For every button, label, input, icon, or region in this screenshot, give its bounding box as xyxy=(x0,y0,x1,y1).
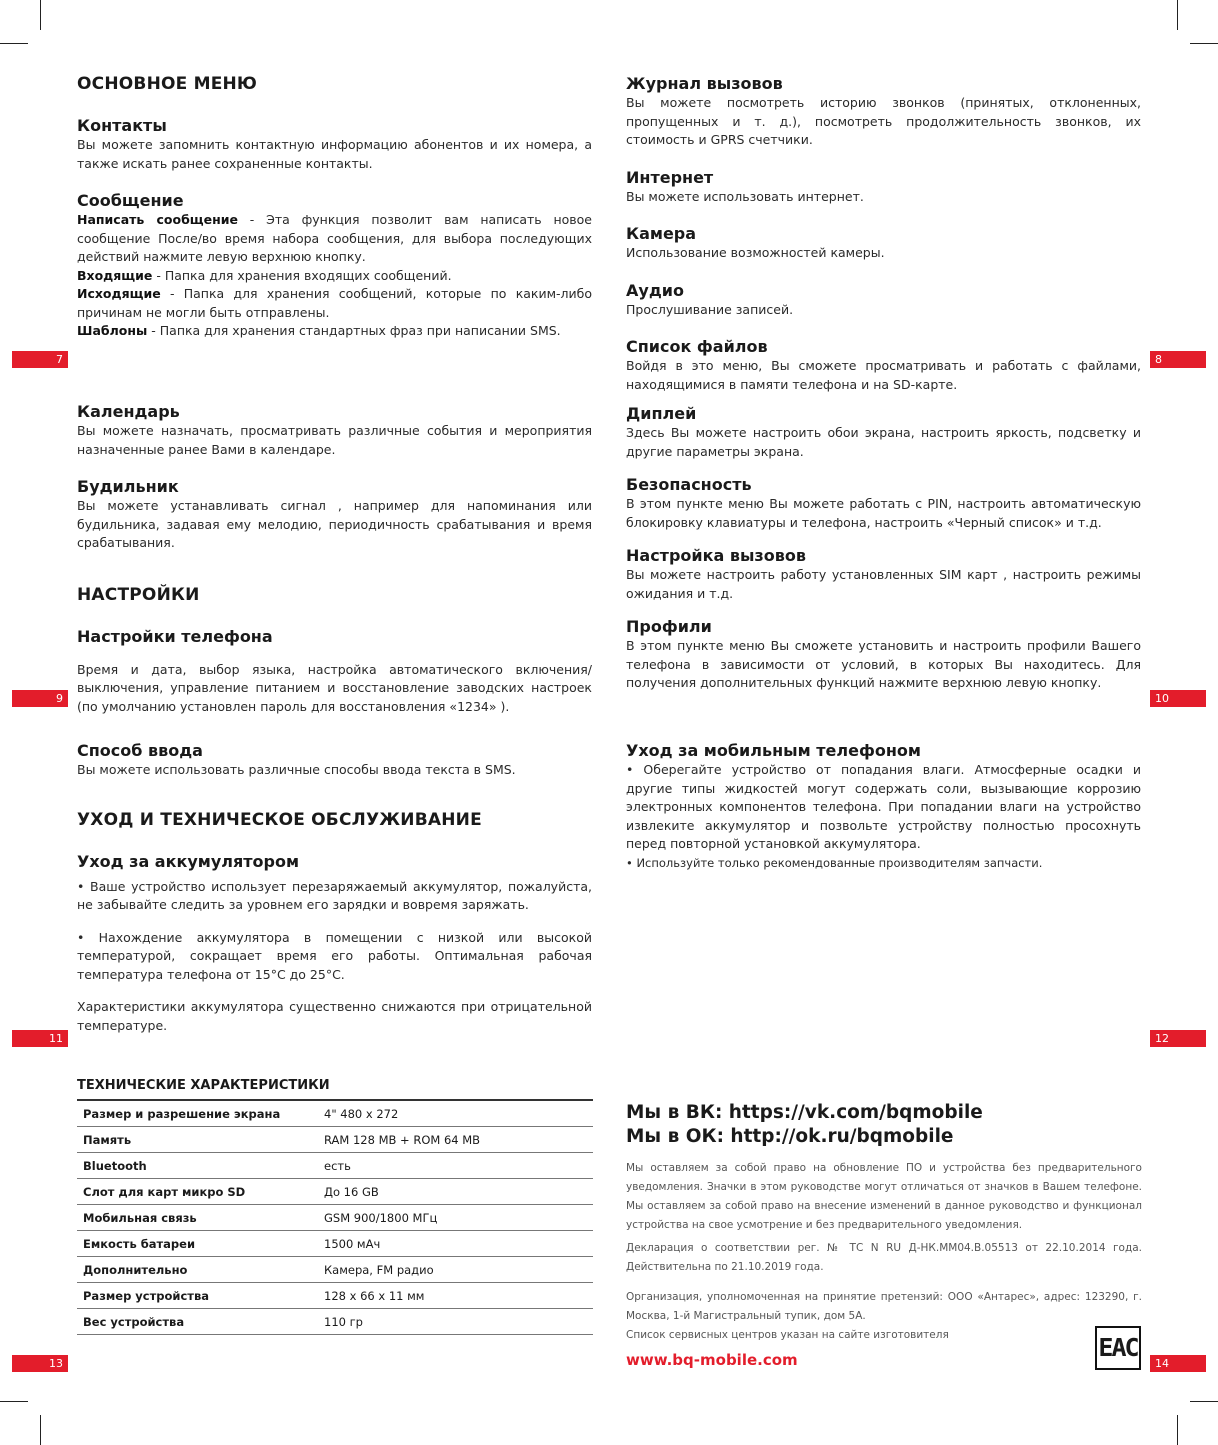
section-title: Аудио xyxy=(626,280,684,300)
crop-mark xyxy=(1190,43,1218,44)
specs-table xyxy=(77,1099,593,1335)
section-title: Диплей xyxy=(626,404,697,423)
input-text: Вы можете использовать различные способы ввода текста в SMS. xyxy=(77,762,516,777)
spec-key: Bluetooth xyxy=(77,1153,318,1179)
page-11 xyxy=(77,741,592,1035)
phone-care-text: • Оберегайте устройство от попадания влаги. Атмосферные осадки и другие типы жидкостей могут содержать соли, вызывающие коррозию электронных компонентов телефона. При попадании влаги на устройство извлеките аккумулятор и позвольте устройству полностью просохнуть перед повторной установкой аккумулятора. xyxy=(626,762,1141,851)
table-row xyxy=(77,1179,593,1205)
specs-heading: ТЕХНИЧЕСКИЕ ХАРАКТЕРИСТИКИ xyxy=(77,1078,330,1093)
section-title: Настройка вызовов xyxy=(626,546,806,565)
page-12 xyxy=(626,741,1141,872)
battery-text: • Нахождение аккумулятора в помещении с низкой или высокой температурой, сокращает время его работы. Оптимальная рабочая температура телефона от 15°С до 25°С. xyxy=(77,929,592,982)
section-text: Здесь Вы можете настроить обои экрана, настроить яркость, подсветку и другие параметры экрана. xyxy=(626,425,1141,459)
section-title: Камера xyxy=(626,224,697,243)
page-7 xyxy=(77,74,592,341)
page-8 xyxy=(626,74,1141,394)
spec-value: есть xyxy=(318,1153,593,1179)
table-row xyxy=(77,1231,593,1257)
item-text: - Папка для хранения сообщений, которые по каким-либо причинам не могли быть отправлены. xyxy=(77,286,592,320)
crop-mark xyxy=(1177,0,1178,30)
spec-value: До 16 GB xyxy=(318,1179,593,1205)
section-text: В этом пункте меню Вы сможете установить и настроить профили Вашего телефона в зависимости от условий, в которых Вы находитесь. Для получения дополнительных функций нажмите верхнюю левую кнопку. xyxy=(626,638,1141,690)
spec-value: 1500 мАч xyxy=(318,1231,593,1257)
table-row xyxy=(77,1257,593,1283)
section-title: Безопасность xyxy=(626,475,752,494)
page-14 xyxy=(626,1101,1142,1369)
messages-item xyxy=(77,267,592,286)
spec-key: Вес устройства xyxy=(77,1309,318,1335)
messages-item xyxy=(77,211,592,267)
page-number: 9 xyxy=(12,690,68,707)
section-text: Использование возможностей камеры. xyxy=(626,245,885,260)
page-number: 11 xyxy=(12,1030,68,1047)
website-link[interactable]: www.bq-mobile.com xyxy=(626,1351,798,1369)
item-text: - Эта функция позволит вам написать новое сообщение После/во время набора сообщения, для выбора последующих действий нажмите левую верхнюю кнопку. xyxy=(77,212,592,264)
page-number: 7 xyxy=(12,351,68,368)
crop-mark xyxy=(0,43,28,44)
messages-item xyxy=(77,285,592,322)
section-heading: ОСНОВНОЕ МЕНЮ xyxy=(77,74,258,94)
spec-key: Память xyxy=(77,1127,318,1153)
spec-value: 110 гр xyxy=(318,1309,593,1335)
section-title: Журнал вызовов xyxy=(626,74,783,93)
contacts-text: Вы можете запомнить контактную информацию абонентов и их номера, а также искать ранее сохраненные контакты. xyxy=(77,137,592,171)
item-label: Написать сообщение xyxy=(77,212,238,227)
page-9 xyxy=(77,402,592,716)
page-10 xyxy=(626,404,1141,693)
calendar-title: Календарь xyxy=(77,402,180,421)
section-text: Вы можете настроить работу установленных SIM карт , настроить режимы ожидания и т.д. xyxy=(626,567,1141,601)
organization-text: Организация, уполномоченная на принятие претензий: ООО «Антарес», адрес: 123290, г. Москва, 1-й Магистральный тупик, дом 5А. xyxy=(626,1291,1142,1322)
contacts-title: Контакты xyxy=(77,116,167,135)
spec-key: Размер и разрешение экрана xyxy=(77,1100,318,1127)
battery-title: Уход за аккумулятором xyxy=(77,851,300,871)
spec-value: Камера, FM радио xyxy=(318,1257,593,1283)
service-text: Список сервисных центров указан на сайте изготовителя xyxy=(626,1329,949,1341)
table-row xyxy=(77,1205,593,1231)
battery-text: Характеристики аккумулятора существенно снижаются при отрицательной температуре. xyxy=(77,999,592,1033)
section-title: Интернет xyxy=(626,167,714,187)
spec-key: Дополнительно xyxy=(77,1257,318,1283)
crop-mark xyxy=(40,1415,41,1445)
spec-key: Мобильная связь xyxy=(77,1205,318,1231)
phone-care-title: Уход за мобильным телефоном xyxy=(626,741,921,760)
spec-value: RAM 128 MB + ROM 64 MB xyxy=(318,1127,593,1153)
declaration-text: Декларация о соответствии рег. № ТС N RU Д-НК.ММ04.В.05513 от 22.10.2014 года. Действительна по 21.10.2019 года. xyxy=(626,1242,1142,1273)
ok-link[interactable]: Мы в ОК: http://ok.ru/bqmobile xyxy=(626,1126,954,1147)
page-number: 10 xyxy=(1150,690,1206,707)
item-label: Исходящие xyxy=(77,286,161,301)
phone-settings-text: Время и дата, выбор языка, настройка автоматического включения/выключения, управление питанием и восстановление заводских настроек (по умолчанию установлен пароль для восстановления «1234» ). xyxy=(77,661,592,714)
alarm-text: Вы можете устанавливать сигнал , например для напоминания или будильника, задавая ему мелодию, периодичность срабатывания и время срабатывания. xyxy=(77,498,592,550)
table-row xyxy=(77,1100,593,1127)
section-text: В этом пункте меню Вы можете работать с PIN, настроить автоматическую блокировку клавиатуры и телефона, настроить «Черный список» и т.д. xyxy=(626,496,1141,530)
page-number: 8 xyxy=(1150,351,1206,368)
table-row xyxy=(77,1309,593,1335)
messages-title: Сообщение xyxy=(77,191,184,210)
table-row xyxy=(77,1153,593,1179)
section-heading: НАСТРОЙКИ xyxy=(77,584,200,605)
item-text: - Папка для хранения стандартных фраз при написании SMS. xyxy=(147,323,561,338)
section-heading: УХОД И ТЕХНИЧЕСКОЕ ОБСЛУЖИВАНИЕ xyxy=(77,809,482,830)
crop-mark xyxy=(1177,1415,1178,1445)
item-label: Шаблоны xyxy=(77,323,148,338)
section-text: Вы можете использовать интернет. xyxy=(626,188,864,204)
spec-key: Размер устройства xyxy=(77,1283,318,1309)
item-label: Входящие xyxy=(77,267,153,283)
alarm-title: Будильник xyxy=(77,477,179,496)
item-text: - Папка для хранения входящих сообщений. xyxy=(152,267,452,283)
eac-mark-icon: EAC xyxy=(1095,1326,1141,1370)
crop-mark xyxy=(0,1401,28,1402)
crop-mark xyxy=(1190,1401,1218,1402)
page-number: 12 xyxy=(1150,1030,1206,1047)
table-row xyxy=(77,1283,593,1309)
page-number: 13 xyxy=(12,1355,68,1372)
spec-key: Слот для карт микро SD xyxy=(77,1179,318,1205)
calendar-text: Вы можете назначать, просматривать различные события и мероприятия назначенные ранее Вами в календаре. xyxy=(77,423,592,457)
spec-key: Емкость батареи xyxy=(77,1231,318,1257)
phone-care-text: • Используйте только рекомендованные производителям запчасти. xyxy=(626,855,1043,870)
disclaimer-text: Мы оставляем за собой право на обновление ПО и устройства без предварительного уведомления. Значки в этом руководстве могут отличаться от значков в Вашем телефоне. Мы оставляем за собой право на внесение изменений в данное руководство и функционал устройства на свое усмотрение и без предварительного уведомления. xyxy=(626,1162,1142,1231)
spec-value: 128 x 66 x 11 мм xyxy=(318,1283,593,1309)
page-number: 14 xyxy=(1150,1355,1206,1372)
section-text: Войдя в это меню, Вы сможете просматривать и работать с файлами, находящимися в памяти телефона и на SD-карте. xyxy=(626,358,1141,392)
section-title: Список файлов xyxy=(626,337,768,356)
messages-item xyxy=(77,322,592,341)
table-row xyxy=(77,1127,593,1153)
section-text: Вы можете посмотреть историю звонков (принятых, отклоненных, пропущенных и т. д.), посмотреть продолжительность звонков, их стоимость и GPRS счетчики. xyxy=(626,95,1141,147)
page-13 xyxy=(77,1078,593,1335)
input-title: Способ ввода xyxy=(77,741,203,760)
vk-link[interactable]: Мы в ВК: https://vk.com/bqmobile xyxy=(626,1102,983,1123)
battery-text: • Ваше устройство использует перезаряжаемый аккумулятор, пожалуйста, не забывайте следить за уровнем его зарядки и вовремя заряжать. xyxy=(77,878,592,912)
section-text: Прослушивание записей. xyxy=(626,301,794,317)
phone-settings-title: Настройки телефона xyxy=(77,626,273,646)
section-title: Профили xyxy=(626,617,712,636)
crop-mark xyxy=(40,0,41,30)
spec-value: GSM 900/1800 МГц xyxy=(318,1205,593,1231)
spec-value: 4" 480 x 272 xyxy=(318,1100,593,1127)
